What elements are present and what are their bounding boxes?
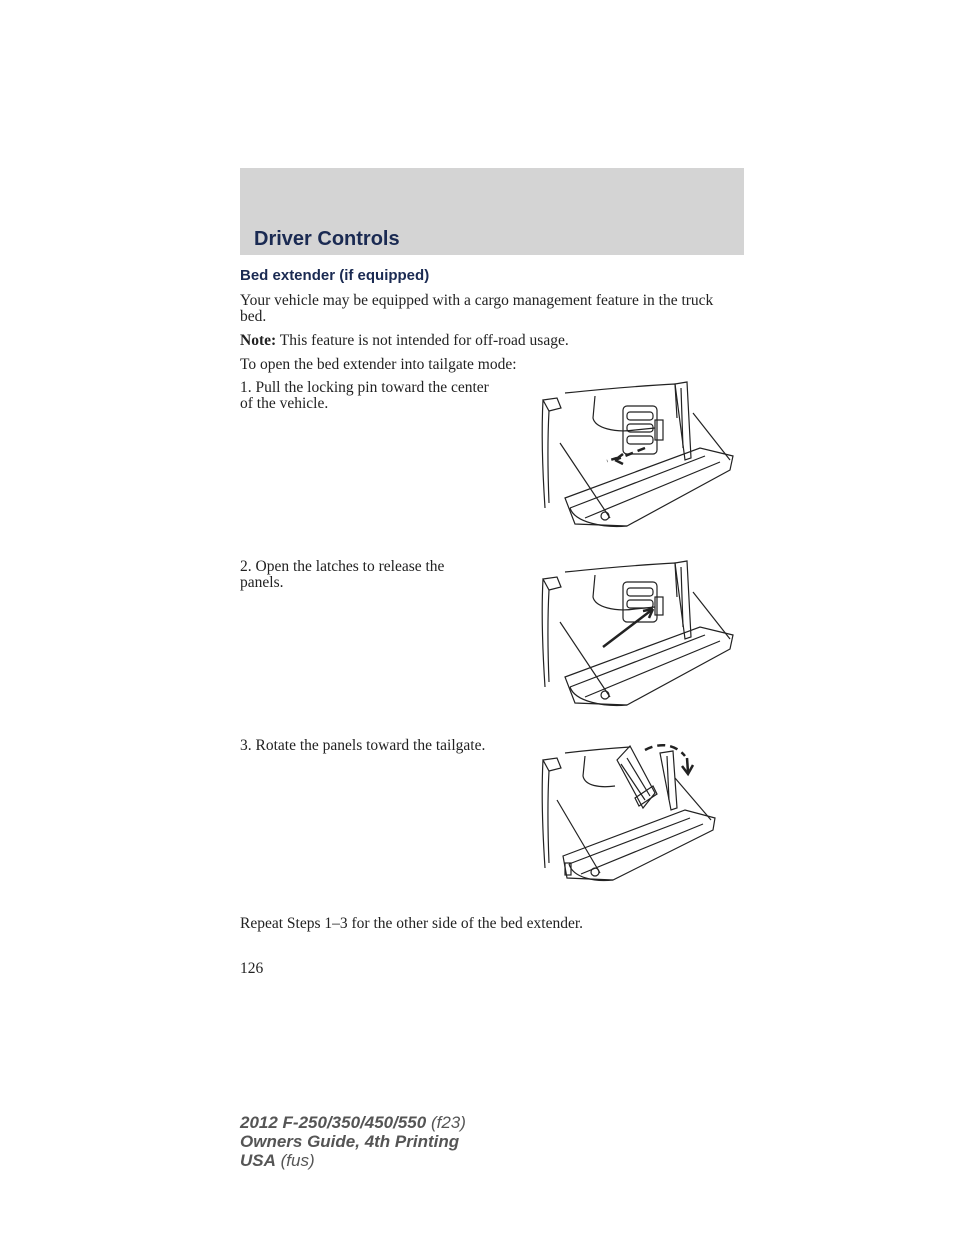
step2-latch-illustration	[535, 557, 745, 719]
note-paragraph	[240, 333, 740, 349]
footer-model: 2012 F-250/350/450/550	[240, 1113, 427, 1132]
step3-rotate-panels-illustration	[535, 738, 745, 900]
note-text: This feature is not intended for off-road usage.	[276, 332, 569, 349]
page-number: 126	[240, 960, 264, 977]
footer-model-code: (f23)	[426, 1113, 466, 1132]
footer-market: USA	[240, 1151, 276, 1170]
section-header-title: Driver Controls	[254, 228, 400, 250]
note-label: Note:	[240, 332, 277, 349]
intro-paragraph: Your vehicle may be equipped with a cargo management feature in the truck bed.	[240, 292, 714, 325]
step-1-text: 1. Pull the locking pin toward the center of the vehicle.	[240, 379, 489, 412]
section-header-band	[240, 168, 744, 255]
step1-locking-pin-illustration	[535, 378, 745, 540]
footer-line-3	[240, 1151, 466, 1170]
lead-paragraph: To open the bed extender into tailgate mode:	[240, 356, 517, 373]
footer-line-2: Owners Guide, 4th Printing	[240, 1132, 460, 1151]
step-2-text: 2. Open the latches to release the panels.	[240, 558, 445, 591]
footer-line-1	[240, 1113, 466, 1132]
topic-title: Bed extender (if equipped)	[240, 267, 430, 284]
footer-market-code: (fus)	[275, 1151, 315, 1170]
print-footer	[240, 1113, 466, 1170]
repeat-paragraph: Repeat Steps 1–3 for the other side of the bed extender.	[240, 915, 584, 932]
step-3-text: 3. Rotate the panels toward the tailgate.	[240, 737, 486, 754]
